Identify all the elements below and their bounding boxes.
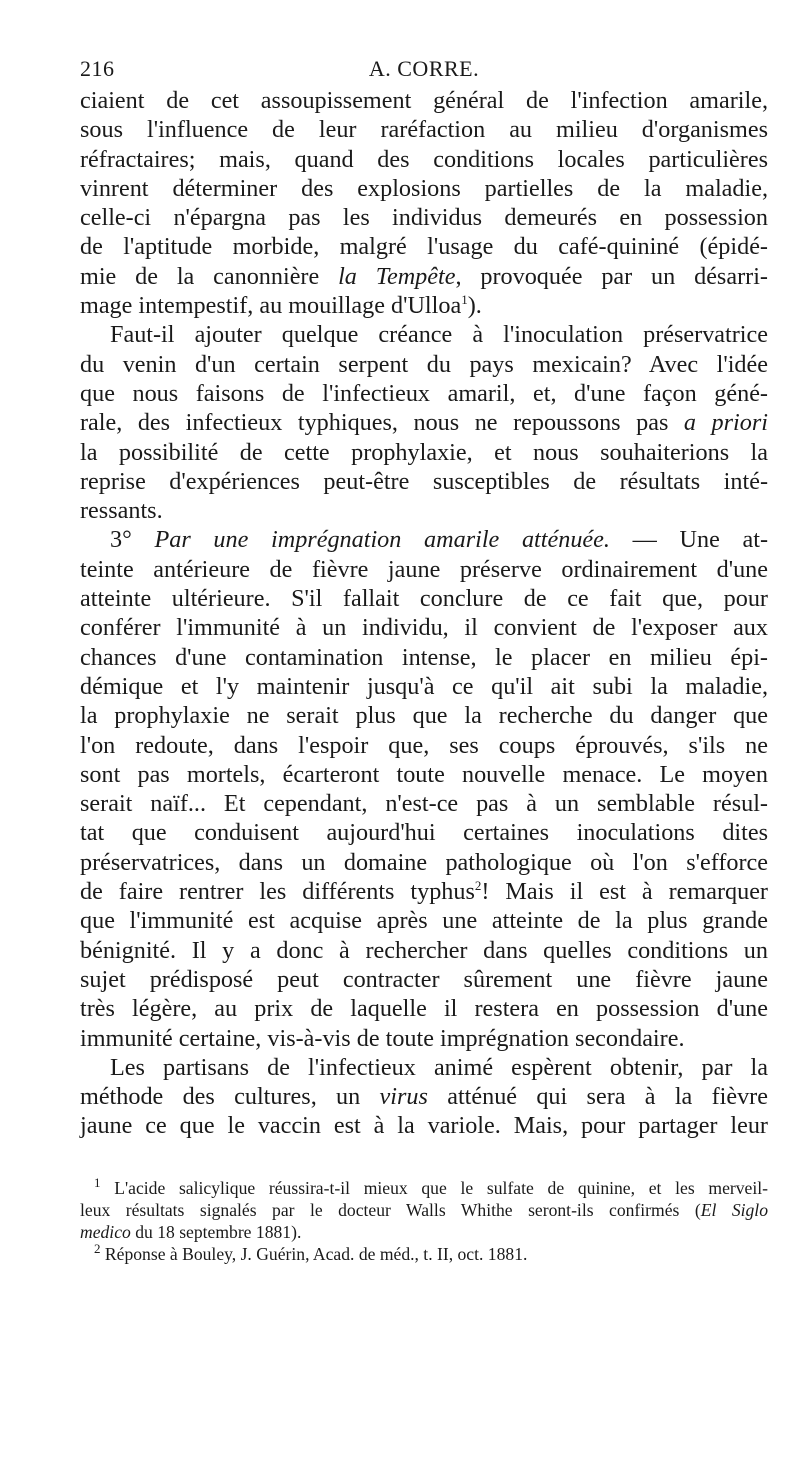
text-run: leux résultats signalés par le docteur Walls Whithe seront-ils confirmés ( [80,1199,701,1220]
text-line: serait naïf... Et cependant, n'est-ce pas à un semblable résul- [80,790,768,818]
ship-name: la Tempête [338,262,456,290]
text-run: ! Mais il est à remarquer [481,878,768,906]
text-line: atteinte ultérieure. S'il fallait conclure de ce fait que, pour [80,585,768,613]
text-run: mage intempestif, au mouillage d'Ulloa [80,292,462,320]
text-line [80,877,768,906]
body-text [80,86,768,1141]
text-line [80,408,768,437]
section-number: 3° [110,526,155,554]
text-run: ). [467,292,482,320]
paragraph-4 [80,1053,768,1141]
text-line: de l'aptitude morbide, malgré l'usage du café-quininé (épidé- [80,233,768,261]
text-line: chances d'une contamination intense, le placer en milieu épi- [80,643,768,671]
text-line: sont pas mortels, écarteront toute nouvelle menace. Le moyen [80,760,768,788]
footnote-ref-1: 1 [461,292,468,308]
text-line: reprise d'expériences peut-être susceptibles de résultats inté- [80,467,768,495]
footnote-1-line [80,1174,768,1199]
text-line: bénignité. Il y a donc à rechercher dans quelles conditions un [80,936,768,964]
text-line: sujet prédisposé peut contracter sûrement une fièvre jaune [80,965,768,993]
paragraph-1 [80,86,768,320]
term-virus: virus [379,1083,428,1111]
text-line: Faut-il ajouter quelque créance à l'inoculation préservatrice [110,321,768,349]
text-line: la possibilité de cette prophylaxie, et nous souhaiterions la [80,438,768,466]
paragraph-3 [80,525,768,1052]
page-number: 216 [80,56,115,81]
paragraph-2 [80,320,768,525]
journal-title: El Siglo [700,1199,768,1220]
text-line: jaune ce que le vaccin est à la variole. Mais, pour partager leur [80,1112,768,1140]
text-run: , provoquée par un désarri- [455,262,768,290]
text-line: du venin d'un certain serpent du pays mexicain? Avec l'idée [80,350,768,378]
text-run: méthode des cultures, un [80,1083,380,1111]
text-line: vinrent déterminer des explosions partielles de la maladie, [80,174,768,202]
text-line [80,291,768,320]
text-run: rale, des infectieux typhiques, nous ne repoussons pas [80,409,684,437]
text-line: sous l'influence de leur raréfaction au milieu d'organismes [80,116,768,144]
running-head: A. CORRE. [368,56,480,81]
text-run: L'acide salicylique réussira-t-il mieux que le sulfate de quinine, et les merveil- [114,1177,768,1198]
text-line: celle-ci n'épargna pas les individus demeurés en possession [80,204,768,232]
text-line: que nous faisons de l'infectieux amaril, et, d'une façon géné- [80,379,768,407]
section-heading: Par une imprégnation amarile atténuée. [154,526,610,554]
text-line: l'on redoute, dans l'espoir que, ses coups éprouvés, s'ils ne [80,731,768,759]
text-line [80,525,768,554]
text-line: Les partisans de l'infectieux animé espèrent obtenir, par la [110,1053,768,1081]
document-page [80,52,768,1265]
text-run: atténué qui sera à la fièvre [427,1083,768,1111]
footnotes [80,1174,768,1265]
text-line: tat que conduisent aujourd'hui certaines inoculations dites [80,819,768,847]
text-line: démique et l'y maintenir jusqu'à ce qu'il ait subi la maladie, [80,672,768,700]
text-run: du 18 septembre 1881). [130,1221,302,1242]
text-line: conférer l'immunité à un individu, il convient de l'exposer aux [80,614,768,642]
page-header [80,52,768,86]
text-line: ciaient de cet assoupissement général de l'infection amarile, [80,87,768,114]
text-line: la prophylaxie ne serait plus que la recherche du danger que [80,702,768,730]
footnote-ref-2: 2 [474,877,482,893]
latin-phrase: a priori [683,409,768,437]
footnote-2-line [80,1240,768,1265]
journal-title-cont: medico [80,1221,131,1242]
text-line: teinte antérieure de fièvre jaune préserve ordinairement d'une [80,555,768,583]
text-line: réfractaires; mais, quand des conditions locales particulières [80,145,768,173]
text-line [80,262,768,291]
text-run: — Une at- [609,526,768,554]
footnote-1-marker: 1 [94,1174,101,1190]
footnote-1-line [80,1199,768,1221]
text-run: Réponse à Bouley, J. Guérin, Acad. de méd., t. II, oct. 1881. [104,1243,528,1264]
text-run: de faire rentrer les différents typhus [80,878,475,906]
text-line [80,1082,768,1111]
text-line: très légère, au prix de laquelle il restera en possession d'une [80,995,768,1023]
text-line: immunité certaine, vis-à-vis de toute imprégnation secondaire. [80,1024,685,1052]
text-line: préservatrices, dans un domaine pathologique où l'on s'efforce [80,848,768,876]
footnote-1-line [80,1221,768,1243]
text-line: que l'immunité est acquise après une atteinte de la plus grande [80,907,768,935]
footnote-2-marker: 2 [94,1240,101,1256]
text-run: mie de la canonnière [80,262,339,290]
text-line: ressants. [80,497,163,525]
